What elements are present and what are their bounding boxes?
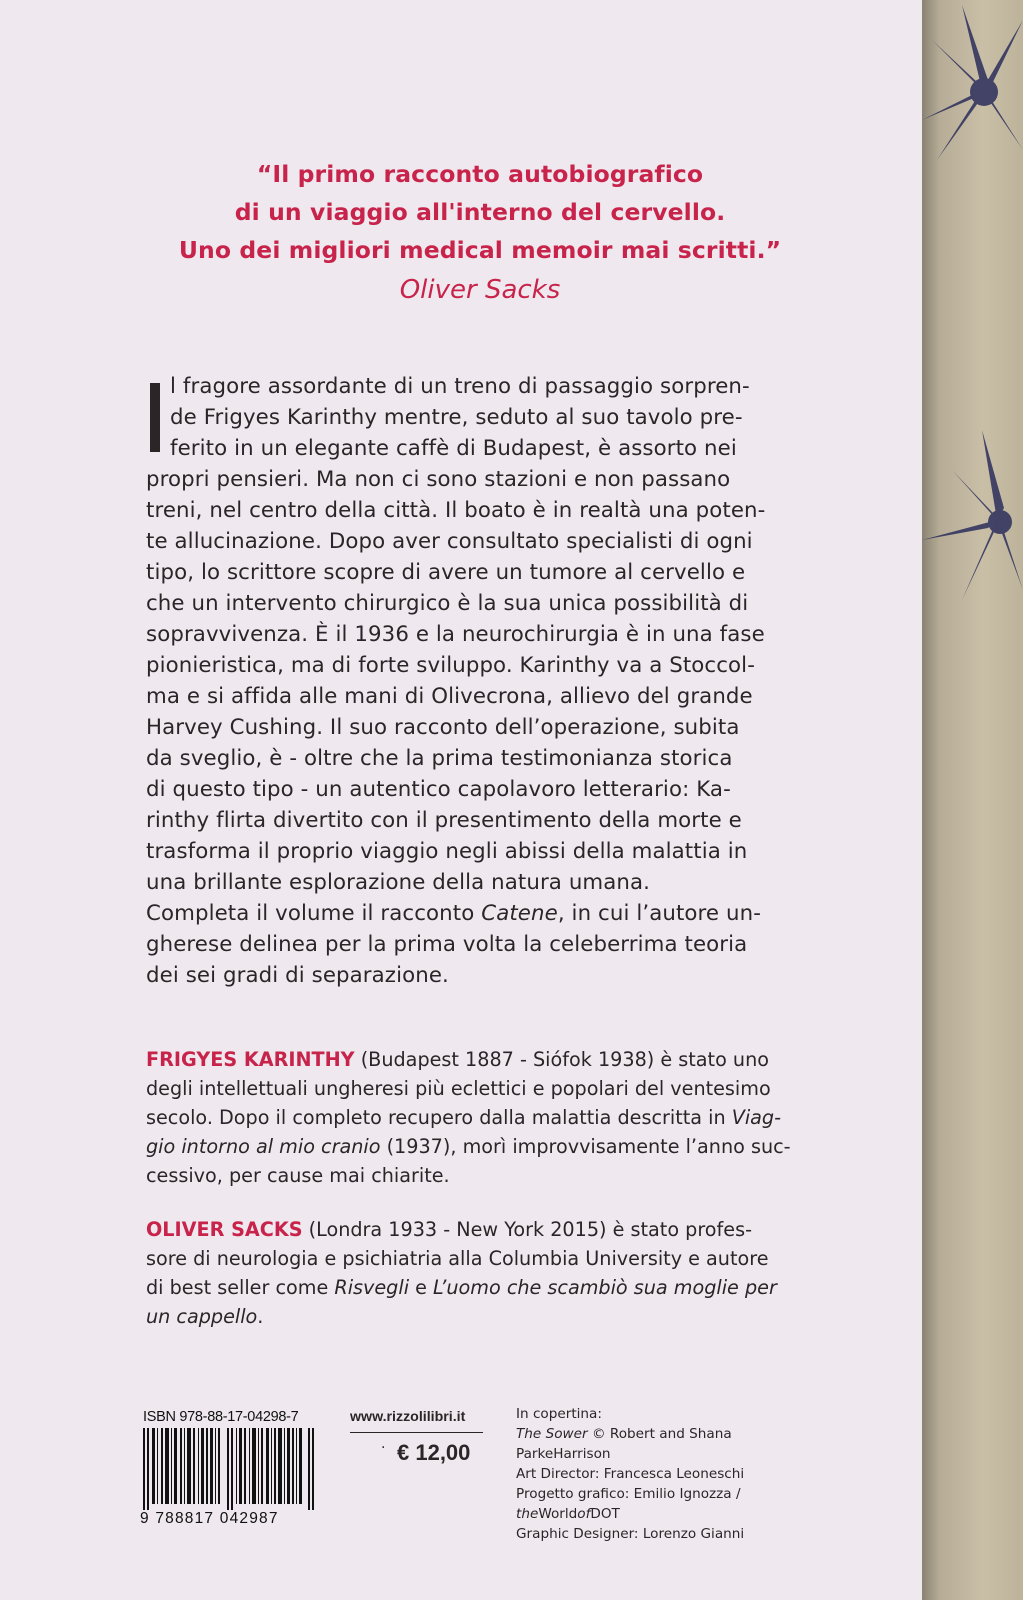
karinthy-bio-line [146, 1106, 781, 1129]
sacks-name: OLIVER SACKS [146, 1218, 303, 1241]
description-line: sopravvivenza. È il 1936 e la neurochirurgia è in una fase [146, 622, 765, 647]
credit-line [516, 1506, 620, 1522]
text-segment: . [257, 1305, 264, 1328]
text-segment: (Londra 1933 - New York 2015) è stato profes- [302, 1218, 753, 1241]
text-segment: (Budapest 1887 - Siófok 1938) è stato uno [354, 1048, 769, 1071]
text-segment: Completa il volume il racconto [146, 901, 482, 926]
text-segment: the [516, 1506, 539, 1522]
quote-line-2: di un viaggio all'interno del cervello. [234, 198, 726, 226]
sacks-bio-line [146, 1305, 263, 1328]
text-segment: (1937), morì improvvisamente l’anno suc- [380, 1135, 791, 1158]
publisher-website: www.rizzolilibri.it [350, 1409, 466, 1425]
price-divider [350, 1432, 483, 1433]
karinthy-name: FRIGYES KARINTHY [146, 1048, 355, 1071]
text-segment: secolo. Dopo il completo recupero dalla malattia descritta in [146, 1106, 732, 1129]
description-line: trasforma il proprio viaggio negli abissi della malattia in [146, 839, 748, 864]
seed-flower-illustration [922, 0, 1023, 1600]
sacks-bio-line [146, 1218, 752, 1241]
spine-illustration [922, 0, 1023, 1600]
text-segment: of [577, 1506, 591, 1522]
price-dot: · [381, 1440, 386, 1456]
description-line: propri pensieri. Ma non ci sono stazioni e non passano [146, 467, 731, 492]
karinthy-bio-line: cessivo, per cause mai chiarite. [146, 1164, 450, 1187]
book-title: L’uomo che scambiò sua moglie per [433, 1276, 777, 1299]
description-line: treni, nel centro della città. Il boato è in realtà una poten- [146, 498, 766, 523]
karinthy-bio-line: degli intellettuali ungheresi più eclettici e popolari del ventesimo [146, 1077, 771, 1100]
text-segment: © Robert and Shana [587, 1426, 732, 1442]
description-line: che un intervento chirurgico è la sua unica possibilità di [146, 591, 749, 616]
description-line: te allucinazione. Dopo aver consultato specialisti di ogni [146, 529, 753, 554]
book-title: un cappello [146, 1305, 258, 1328]
credit-line: Progetto grafico: Emilio Ignozza / [516, 1486, 741, 1502]
description-line: di questo tipo - un autentico capolavoro letterario: Ka- [146, 777, 731, 802]
description-line: tipo, lo scrittore scopre di avere un tumore al cervello e [146, 560, 746, 585]
description-line: pionieristica, ma di forte sviluppo. Karinthy va a Stoccol- [146, 653, 755, 678]
quote-line-1: “Il primo racconto autobiografico [256, 160, 704, 188]
text-segment: World [538, 1506, 578, 1522]
artwork-title: The Sower [516, 1426, 588, 1442]
text-segment: e [409, 1276, 434, 1299]
karinthy-bio-line [146, 1048, 769, 1071]
credit-line [516, 1426, 732, 1442]
book-title: Risvegli [334, 1276, 410, 1299]
text-segment: , in cui l’autore un- [557, 901, 761, 926]
description-line [146, 901, 761, 926]
description-line: de Frigyes Karinthy mentre, seduto al suo tavolo pre- [170, 405, 743, 430]
book-title: Viag- [731, 1106, 782, 1129]
drop-cap [150, 383, 160, 452]
credit-line: Art Director: Francesca Leoneschi [516, 1466, 745, 1482]
karinthy-bio-line [146, 1135, 791, 1158]
credit-line: In copertina: [516, 1406, 602, 1422]
description-line: una brillante esplorazione della natura umana. [146, 870, 651, 895]
barcode-digits: 9 788817 042987 [140, 1510, 279, 1527]
quote-author: Oliver Sacks [399, 275, 561, 305]
description-line: da sveglio, è - oltre che la prima testimonianza storica [146, 746, 733, 771]
description-line: ferito in un elegante caffè di Budapest, è assorto nei [170, 436, 737, 461]
description-line: Harvey Cushing. Il suo racconto dell’operazione, subita [146, 715, 740, 740]
text-segment: di best seller come [146, 1276, 335, 1299]
book-title: gio intorno al mio cranio [146, 1135, 381, 1158]
text-segment: DOT [590, 1506, 620, 1522]
description-line: l fragore assordante di un treno di passaggio sorpren- [170, 374, 750, 399]
description-line: rinthy flirta divertito con il presentimento della morte e [146, 808, 742, 833]
barcode [143, 1428, 317, 1510]
sacks-bio-line [146, 1276, 777, 1299]
description-line: ma e si affida alle mani di Olivecrona, allievo del grande [146, 684, 753, 709]
credit-line: ParkeHarrison [516, 1446, 611, 1462]
description-line: dei sei gradi di separazione. [146, 963, 449, 988]
isbn-label: ISBN 978-88-17-04298-7 [143, 1409, 299, 1425]
book-title-catene: Catene [481, 901, 558, 926]
credit-line: Graphic Designer: Lorenzo Gianni [516, 1526, 745, 1542]
price: € 12,00 [397, 1440, 471, 1465]
description-line: gherese delinea per la prima volta la celeberrima teoria [146, 932, 748, 957]
quote-line-3: Uno dei migliori medical memoir mai scritti.” [178, 236, 782, 264]
sacks-bio-line: sore di neurologia e psichiatria alla Columbia University e autore [146, 1247, 769, 1270]
